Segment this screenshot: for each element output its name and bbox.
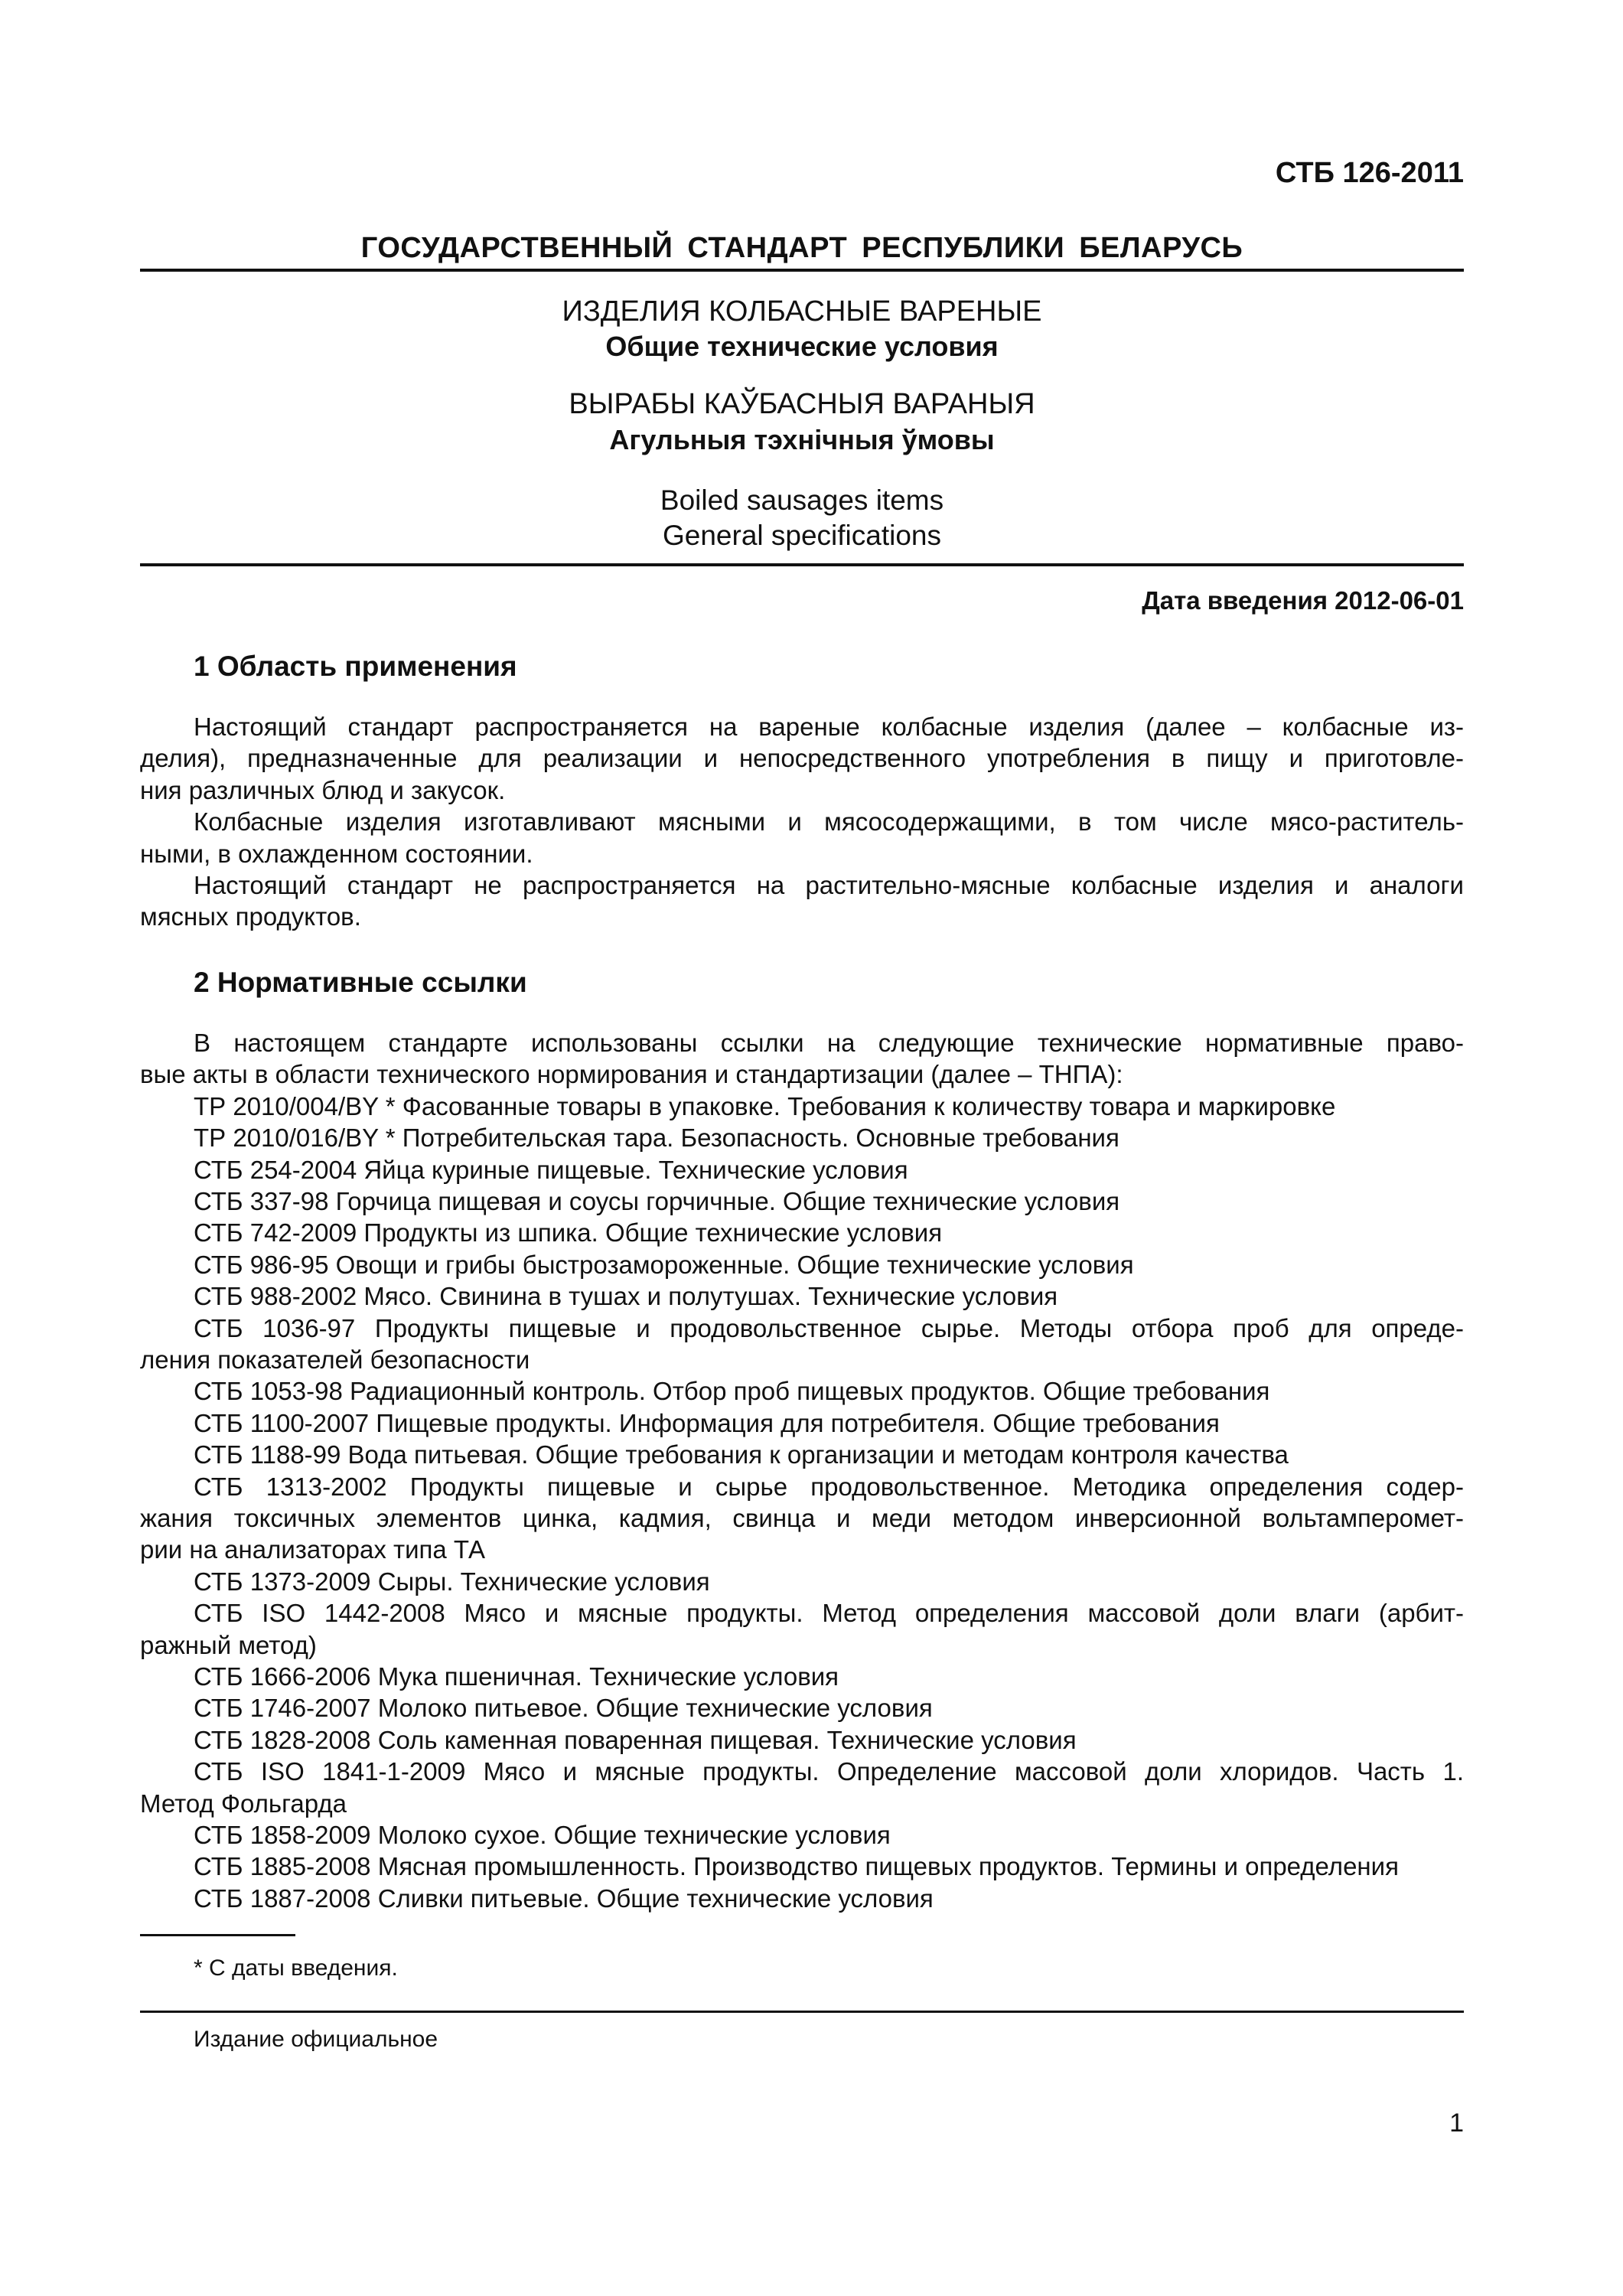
paragraph-line: В настоящем стандарте использованы ссылки на следующие технические нормативные право- bbox=[194, 1029, 1464, 1057]
reference-line: СТБ 1373-2009 Сыры. Технические условия bbox=[194, 1567, 710, 1596]
page-number: 1 bbox=[1449, 2108, 1464, 2138]
title-by: ВЫРАБЫ КАЎБАСНЫЯ ВАРАНЫЯ bbox=[569, 388, 1035, 420]
title-ru: ИЗДЕЛИЯ КОЛБАСНЫЕ ВАРЕНЫЕ bbox=[562, 295, 1042, 328]
document-number: СТБ 126-2011 bbox=[1275, 157, 1464, 189]
reference-line: СТБ ISO 1841-1-2009 Мясо и мясные продукты. Определение массовой доли хлоридов. Часть 1. bbox=[194, 1757, 1464, 1786]
paragraph-line: ния различных блюд и закусок. bbox=[140, 775, 506, 804]
reference-line: СТБ 1188-99 Вода питьевая. Общие требования к организации и методам контроля качества bbox=[194, 1440, 1289, 1469]
section-1-heading: 1 Область применения bbox=[194, 651, 517, 682]
reference-line: СТБ 1828-2008 Соль каменная поваренная пищевая. Технические условия bbox=[194, 1725, 1077, 1754]
reference-line: СТБ 1313-2002 Продукты пищевые и сырье продовольственное. Методика определения содер- bbox=[194, 1472, 1464, 1501]
paragraph-line: делия), предназначенные для реализации и непосредственного употребления в пищу и приготовле- bbox=[140, 744, 1464, 773]
state-standard-heading: ГОСУДАРСТВЕННЫЙ СТАНДАРТ РЕСПУБЛИКИ БЕЛАРУСЬ bbox=[360, 232, 1243, 264]
reference-line: СТБ 337-98 Горчица пищевая и соусы горчичные. Общие технические условия bbox=[194, 1187, 1120, 1216]
paragraph-line: Настоящий стандарт распространяется на вареные колбасные изделия (далее – колбасные из- bbox=[194, 713, 1464, 741]
paragraph-line: вые акты в области технического нормирования и стандартизации (далее – ТНПА): bbox=[140, 1060, 1123, 1089]
reference-line: СТБ 986-95 Овощи и грибы быстрозамороженные. Общие технические условия bbox=[194, 1250, 1134, 1279]
section-2-heading: 2 Нормативные ссылки bbox=[194, 967, 527, 998]
subtitle-ru: Общие технические условия bbox=[605, 331, 999, 362]
reference-line: СТБ 1887-2008 Сливки питьевые. Общие технические условия bbox=[194, 1883, 934, 1913]
subtitle-by: Агульныя тэхнічныя ўмовы bbox=[609, 424, 995, 455]
reference-line: ления показателей безопасности bbox=[140, 1345, 530, 1375]
top-rule bbox=[140, 269, 1464, 272]
reference-line: СТБ 1100-2007 Пищевые продукты. Информация для потребителя. Общие требования bbox=[194, 1408, 1220, 1437]
reference-line: СТБ 1746-2007 Молоко питьевое. Общие технические условия bbox=[194, 1694, 933, 1723]
footnote: * С даты введения. bbox=[194, 1955, 398, 1981]
reference-line: ТР 2010/004/BY * Фасованные товары в упаковке. Требования к количеству товара и маркировке bbox=[194, 1091, 1336, 1120]
reference-line: ражный метод) bbox=[140, 1630, 317, 1659]
reference-line: ТР 2010/016/BY * Потребительская тара. Безопасность. Основные требования bbox=[194, 1124, 1119, 1153]
reference-line: СТБ 1053-98 Радиационный контроль. Отбор проб пищевых продуктов. Общие требования bbox=[194, 1377, 1270, 1406]
footer-rule bbox=[140, 2011, 1464, 2013]
introduction-date: Дата введения 2012-06-01 bbox=[1142, 586, 1464, 615]
reference-line: Метод Фольгарда bbox=[140, 1789, 347, 1818]
section-1-body bbox=[140, 711, 1464, 933]
reference-line: жания токсичных элементов цинка, кадмия, свинца и меди методом инверсионной вольтамперомет- bbox=[140, 1504, 1464, 1533]
reference-line: СТБ 1885-2008 Мясная промышленность. Производство пищевых продуктов. Термины и определения bbox=[194, 1852, 1399, 1881]
reference-line: СТБ 1036-97 Продукты пищевые и продовольственное сырье. Методы отбора проб для опреде- bbox=[194, 1313, 1464, 1342]
edition-label: Издание официальное bbox=[194, 2027, 438, 2052]
paragraph-line: ными, в охлажденном состоянии. bbox=[140, 839, 533, 868]
reference-line: СТБ 254-2004 Яйца куриные пищевые. Технические условия bbox=[194, 1155, 908, 1184]
reference-line: СТБ 1666-2006 Мука пшеничная. Технические условия bbox=[194, 1662, 839, 1691]
reference-line: рии на анализаторах типа ТА bbox=[140, 1535, 485, 1564]
reference-line: СТБ 1858-2009 Молоко сухое. Общие технические условия bbox=[194, 1821, 891, 1850]
section-2-body bbox=[140, 1027, 1464, 1914]
reference-line: СТБ 742-2009 Продукты из шпика. Общие технические условия bbox=[194, 1218, 943, 1247]
title-bottom-rule bbox=[140, 563, 1464, 566]
paragraph-line: Колбасные изделия изготавливают мясными и мясосодержащими, в том числе мясо-раститель- bbox=[194, 807, 1464, 837]
reference-line: СТБ ISO 1442-2008 Мясо и мясные продукты. Метод определения массовой доли влаги (арбит- bbox=[194, 1599, 1464, 1628]
paragraph-line: мясных продуктов. bbox=[140, 902, 361, 931]
footnote-separator bbox=[140, 1934, 295, 1936]
paragraph-line: Настоящий стандарт не распространяется на растительно-мясные колбасные изделия и аналоги bbox=[194, 870, 1464, 899]
subtitle-en: General specifications bbox=[662, 520, 942, 551]
reference-line: СТБ 988-2002 Мясо. Свинина в тушах и полутушах. Технические условия bbox=[194, 1282, 1058, 1311]
title-en: Boiled sausages items bbox=[660, 484, 944, 516]
